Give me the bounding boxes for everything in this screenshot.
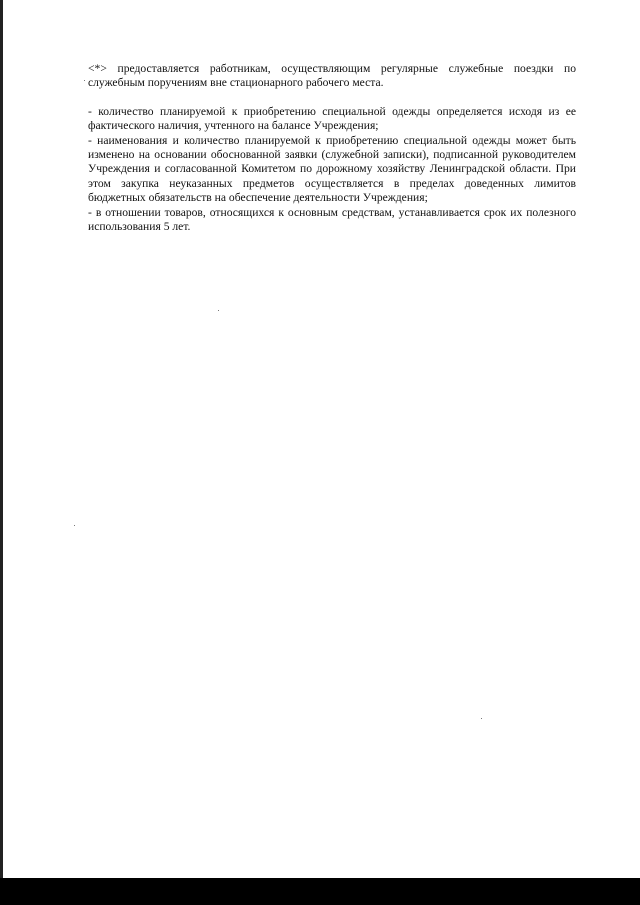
scan-left-edge [0,0,3,880]
note-changes: - наименования и количество планируемой к приобретению специальной одежды может быть изменено на основании обоснованной заявки (служебной записки), подписанной руководителем Учреждения и согласованной Комитетом по дорожному хозяйству Ленинградской области. При этом закупка неуказанных предметов осуществляется в пределах доведенных лимитов бюджетных обязательств на обеспечение деятельности Учреждения; [88,133,576,205]
scan-speck [84,80,85,81]
paragraph-gap [88,91,576,105]
footnote-paragraph: <*> предоставляется работникам, осуществляющим регулярные служебные поездки по служебным поручениям вне стационарного рабочего места. [88,62,576,90]
note-useful-life: - в отношении товаров, относящихся к основным средствам, устанавливается срок их полезного использования 5 лет. [88,205,576,234]
scan-speck [74,525,75,526]
scan-speck [481,718,482,719]
document-text [88,62,576,234]
scan-bottom-edge [0,878,640,905]
scan-speck [218,310,219,311]
note-quantity: - количество планируемой к приобретению специальной одежды определяется исходя из ее фактического наличия, учтенного на балансе Учреждения; [88,104,576,133]
